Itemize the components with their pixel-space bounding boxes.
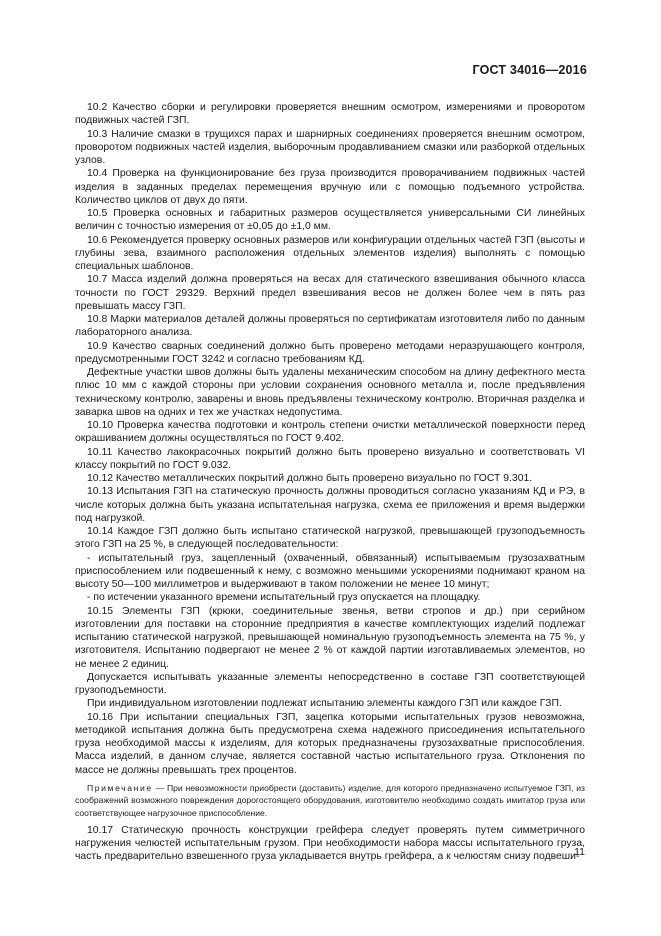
paragraph-10-2: 10.2 Качество сборки и регулировки проверяется внешним осмотром, измерениями и проворотом подвижных частей ГЗП. xyxy=(75,102,585,127)
paragraph-10-16: 10.16 При испытании специальных ГЗП, зацепка которыми испытательных грузов невозможна, методикой испытания должна быть предусмотрена схема надежного присоединения испытательного груза необходимой массы к изделиям, для которых предназначены грузозахватные приспособления. Масса изделий, в данном случае, является составной частью испытательного груза. Отклонения по массе не должны превышать трех процентов. xyxy=(75,711,585,776)
paragraph-10-5: 10.5 Проверка основных и габаритных размеров осуществляется универсальными СИ линейных величин с точностью измерения от ±0,05 до ±1,0 мм. xyxy=(75,208,585,233)
paragraph-10-9-defects: Дефектные участки швов должны быть удалены механическим способом на длину дефектного места плюс 10 мм с каждой стороны при условии сохранения основного металла и, после предъявления техническому контролю, заварены и вновь предъявлены техническому контролю. Вторичная разделка и заварка швов на одних и тех же участках недопустима. xyxy=(75,367,585,418)
paragraph-10-15-individual: При индивидуальном изготовлении подлежат испытанию элементы каждого ГЗП или каждое ГЗП. xyxy=(87,698,562,710)
list-item-lower-load: - по истечении указанного времени испытательный груз опускается на площадку. xyxy=(87,592,481,604)
paragraph-10-8: 10.8 Марки материалов деталей должны проверяться по сертификатам изготовителя либо по данным лабораторного анализа. xyxy=(75,314,585,339)
paragraph-10-10: 10.10 Проверка качества подготовки и контроль степени очистки металлической поверхности перед окрашиванием должны осуществляться по ГОСТ 9.402. xyxy=(75,420,585,445)
paragraph-10-4: 10.4 Проверка на функционирование без груза производится проворачиванием подвижных частей изделия в заданных пределах перемещения вручную или с помощью подъемного устройства. Количество циклов от двух до пяти. xyxy=(75,168,585,206)
paragraph-10-9: 10.9 Качество сварных соединений должно быть проверено методами неразрушающего контроля, предусмотренными ГОСТ 3242 и согласно требованиям КД. xyxy=(75,340,585,365)
note-text: — При невозможности приобрести (доставить) изделие, для которого предназначено испытуемое ГЗП, из соображений возможного повреждения дорогостоящего оборудования, изготовителю необходимо создать имитатор груза или соответствующее нагрузочное приспособление. xyxy=(75,782,585,818)
page-number: 11 xyxy=(574,846,585,858)
note-label: Примечание xyxy=(87,782,153,793)
paragraph-10-6: 10.6 Рекомендуется проверку основных размеров или конфигурации отдельных частей ГЗП (высоты и глубины зева, взаимного расположения отдельных элементов изделия) выполнять с помощью специальных шаблонов. xyxy=(75,234,585,272)
paragraph-10-17: 10.17 Статическую прочность конструкции грейфера следует проверять путем симметричного нагружения челюстей испытательным грузом. При необходимости набора массы испытательного груза, часть предварительно взвешенного груза укладывается внутрь грейфера, а к челюстям снизу подвеши- xyxy=(75,824,585,863)
paragraph-10-13: 10.13 Испытания ГЗП на статическую прочность должны проводиться согласно указаниям КД и РЭ, в числе которых должна быть указана испытательная нагрузка, схема ее приложения и время выдержки под нагрузкой. xyxy=(75,486,585,524)
paragraph-10-7: 10.7 Масса изделий должна проверяться на весах для статического взвешивания обычного класса точности по ГОСТ 29329. Верхний предел взвешивания весов не должен более чем в пять раз превышать массу ГЗП. xyxy=(75,274,585,312)
paragraph-10-3: 10.3 Наличие смазки в трущихся парах и шарнирных соединениях проверяется внешним осмотром, проворотом подвижных частей изделия, выборочным продавливанием смазки или разборкой отдельных узлов. xyxy=(75,128,585,166)
paragraph-10-11: 10.11 Качество лакокрасочных покрытий должно быть проверено визуально и соответствовать VI классу покрытий по ГОСТ 9.032. xyxy=(75,446,585,471)
note xyxy=(75,782,585,819)
document-body xyxy=(75,101,585,864)
paragraph-10-15-allowed: Допускается испытывать указанные элементы непосредственно в составе ГЗП соответствующей грузоподъемности. xyxy=(75,671,585,696)
document-header: ГОСТ 34016—2016 xyxy=(472,63,587,77)
paragraph-10-15: 10.15 Элементы ГЗП (крюки, соединительные звенья, ветви стропов и др.) при серийном изготовлении для поставки на сторонние предприятия в качестве комплектующих изделий подлежат испытанию статической нагрузкой, превышающей номинальную грузоподъемность элемента на 75 %, у изготовителя. Испытанию подвергают не менее 2 % от каждой партии изготавливаемых элементов, но не менее 2 единиц. xyxy=(75,605,585,670)
paragraph-10-12: 10.12 Качество металлических покрытий должно быть проверено визуально по ГОСТ 9.301. xyxy=(87,473,533,484)
paragraph-10-14: 10.14 Каждое ГЗП должно быть испытано статической нагрузкой, превышающей грузоподъемность этого ГЗП на 25 %, в следующей последовательности: xyxy=(75,526,585,551)
list-item-test-load: - испытательный груз, зацепленный (охваченный, обвязанный) испытываемым грузозахватным приспособлением или подвешенный к нему, с возможно меньшими ускорениями поднимают краном на высоту 50—100 миллиметров и выдерживают в таком положении не менее 10 минут; xyxy=(75,552,585,590)
